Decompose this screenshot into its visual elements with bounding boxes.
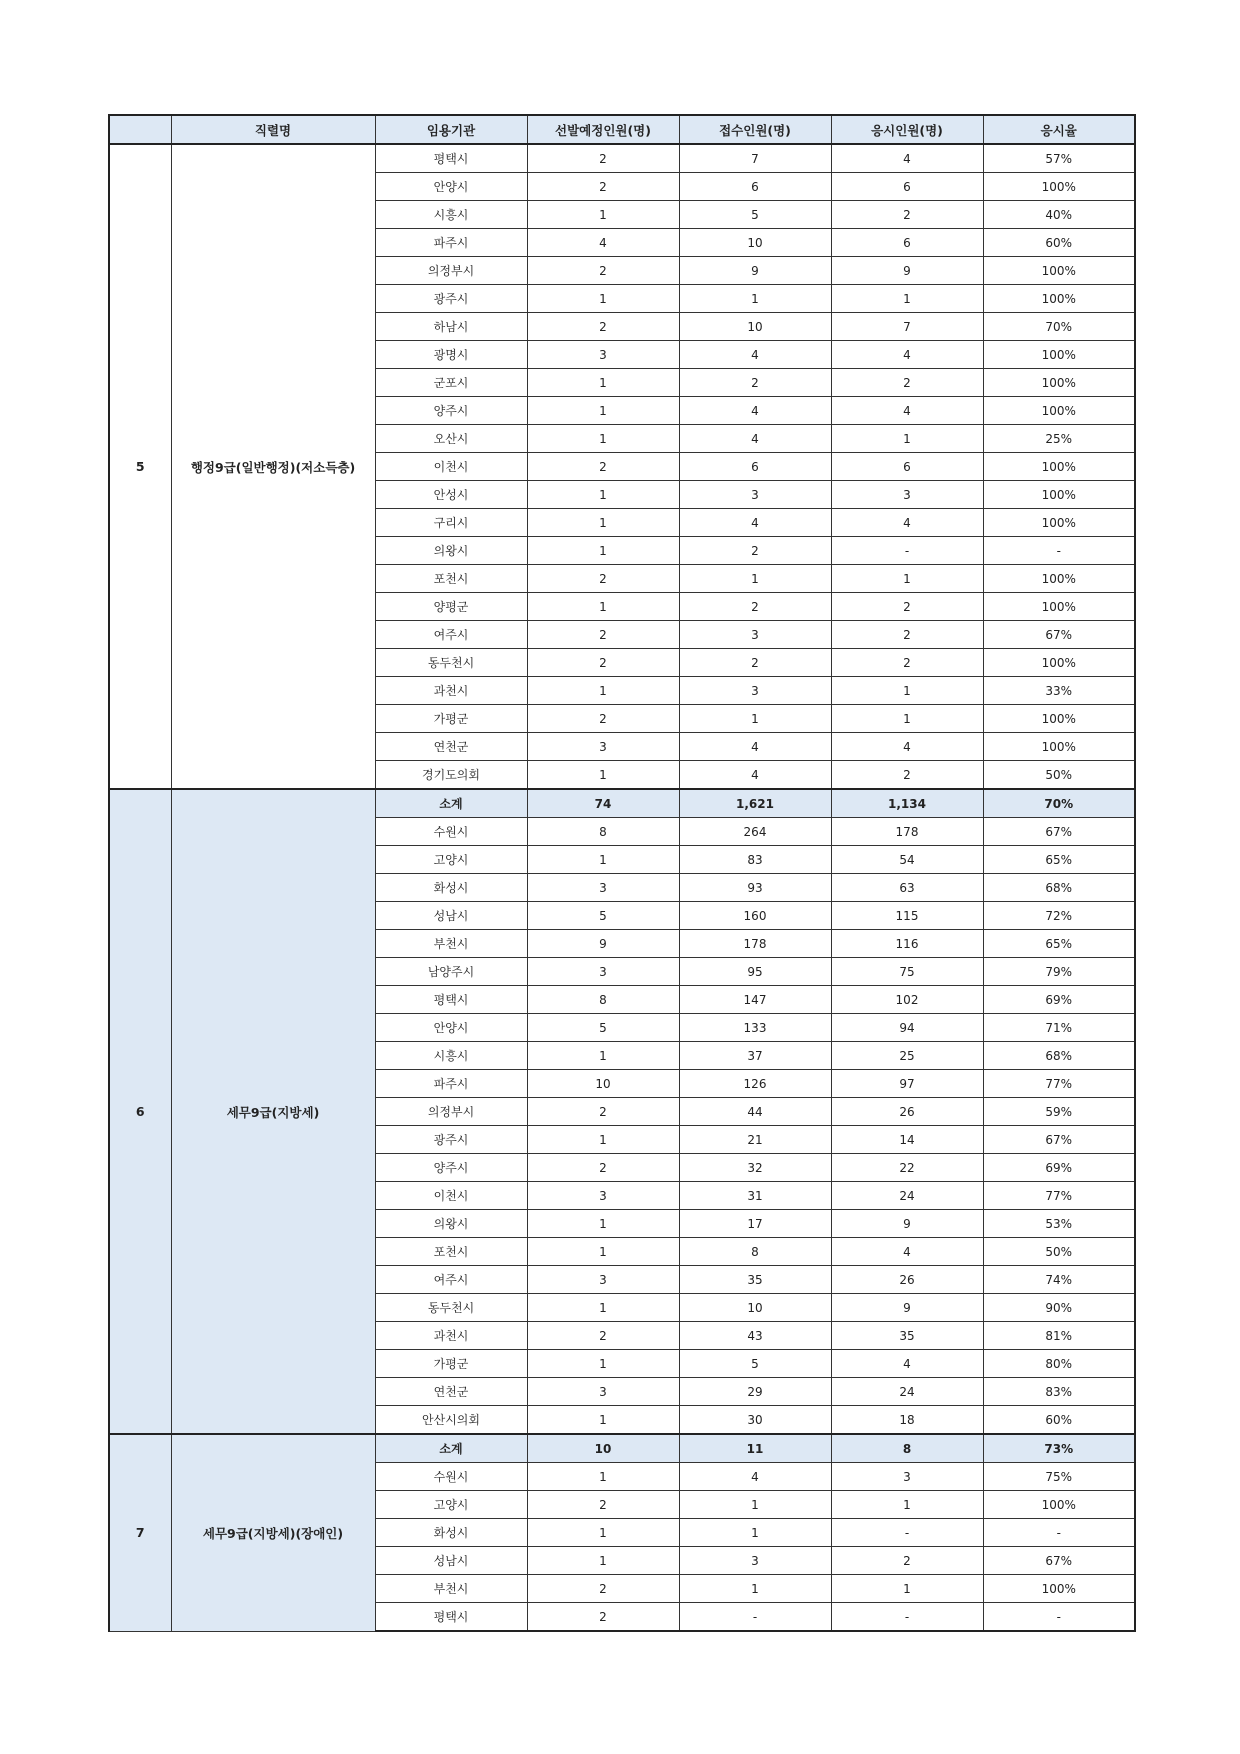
applicants-cell: 83 (679, 846, 831, 874)
applicants-cell: 178 (679, 930, 831, 958)
examinees-cell: 1 (831, 1575, 983, 1603)
applicants-cell: 1 (679, 1491, 831, 1519)
planned-cell: 10 (527, 1434, 679, 1463)
header-planned: 선발예정인원(명) (527, 115, 679, 144)
examinees-cell: - (831, 1603, 983, 1632)
agency-cell: 과천시 (375, 677, 527, 705)
rate-cell: 67% (983, 621, 1135, 649)
applicants-cell: 2 (679, 593, 831, 621)
examinees-cell: 97 (831, 1070, 983, 1098)
examinees-cell: 63 (831, 874, 983, 902)
applicants-cell: 1,621 (679, 789, 831, 818)
agency-cell: 의정부시 (375, 257, 527, 285)
applicants-cell: 2 (679, 537, 831, 565)
rate-cell: 71% (983, 1014, 1135, 1042)
planned-cell: 3 (527, 874, 679, 902)
examinees-cell: 6 (831, 229, 983, 257)
rate-cell: 69% (983, 986, 1135, 1014)
examinees-cell: 6 (831, 453, 983, 481)
planned-cell: 2 (527, 1491, 679, 1519)
examinees-cell: 1 (831, 565, 983, 593)
examinees-cell: 25 (831, 1042, 983, 1070)
agency-cell: 광주시 (375, 1126, 527, 1154)
rate-cell: 73% (983, 1434, 1135, 1463)
applicants-cell: 6 (679, 173, 831, 201)
rate-cell: 59% (983, 1098, 1135, 1126)
applicants-cell: 4 (679, 509, 831, 537)
agency-cell: 화성시 (375, 1519, 527, 1547)
applicants-cell: 44 (679, 1098, 831, 1126)
rate-cell: 83% (983, 1378, 1135, 1406)
group-job-title: 세무9급(지방세)(장애인) (171, 1434, 375, 1631)
applicants-cell: 160 (679, 902, 831, 930)
applicants-cell: 147 (679, 986, 831, 1014)
planned-cell: 1 (527, 1042, 679, 1070)
planned-cell: 3 (527, 958, 679, 986)
applicants-cell: 5 (679, 201, 831, 229)
agency-cell: 부천시 (375, 1575, 527, 1603)
applicants-cell: 5 (679, 1350, 831, 1378)
header-agency: 임용기관 (375, 115, 527, 144)
examinees-cell: 1,134 (831, 789, 983, 818)
rate-cell: 60% (983, 229, 1135, 257)
applicants-cell: 10 (679, 313, 831, 341)
applicants-cell: 1 (679, 1519, 831, 1547)
rate-cell: - (983, 1603, 1135, 1632)
applicants-cell: 1 (679, 565, 831, 593)
examinees-cell: 1 (831, 425, 983, 453)
applicants-cell: 93 (679, 874, 831, 902)
examinees-cell: 94 (831, 1014, 983, 1042)
agency-cell: 과천시 (375, 1322, 527, 1350)
rate-cell: 81% (983, 1322, 1135, 1350)
planned-cell: 1 (527, 593, 679, 621)
agency-cell: 평택시 (375, 986, 527, 1014)
rate-cell: 75% (983, 1463, 1135, 1491)
applicants-cell: 31 (679, 1182, 831, 1210)
planned-cell: 2 (527, 313, 679, 341)
applicants-cell: 1 (679, 1575, 831, 1603)
examinees-cell: 3 (831, 1463, 983, 1491)
agency-cell: 의정부시 (375, 1098, 527, 1126)
planned-cell: 1 (527, 537, 679, 565)
applicants-cell: 10 (679, 229, 831, 257)
planned-cell: 1 (527, 425, 679, 453)
rate-cell: 68% (983, 1042, 1135, 1070)
rate-cell: - (983, 537, 1135, 565)
planned-cell: 1 (527, 1547, 679, 1575)
examinees-cell: 26 (831, 1266, 983, 1294)
planned-cell: 1 (527, 1294, 679, 1322)
rate-cell: 100% (983, 257, 1135, 285)
rate-cell: 100% (983, 509, 1135, 537)
agency-cell: 양평군 (375, 593, 527, 621)
applicants-cell: 37 (679, 1042, 831, 1070)
examinees-cell: 2 (831, 649, 983, 677)
examinees-cell: 9 (831, 257, 983, 285)
planned-cell: 5 (527, 902, 679, 930)
agency-cell: 이천시 (375, 1182, 527, 1210)
planned-cell: 1 (527, 761, 679, 790)
rate-cell: 40% (983, 201, 1135, 229)
group-job-title: 행정9급(일반행정)(저소득층) (171, 144, 375, 789)
applicants-cell: 3 (679, 481, 831, 509)
rate-cell: 80% (983, 1350, 1135, 1378)
agency-cell: 군포시 (375, 369, 527, 397)
rate-cell: 50% (983, 761, 1135, 790)
applicants-cell: 17 (679, 1210, 831, 1238)
rate-cell: 60% (983, 1406, 1135, 1435)
agency-cell: 동두천시 (375, 1294, 527, 1322)
agency-cell: 남양주시 (375, 958, 527, 986)
planned-cell: 2 (527, 1603, 679, 1632)
header-job-title: 직렬명 (171, 115, 375, 144)
applicants-cell: 9 (679, 257, 831, 285)
applicants-cell: 264 (679, 818, 831, 846)
rate-cell: 72% (983, 902, 1135, 930)
applicants-cell: 10 (679, 1294, 831, 1322)
agency-cell: 의왕시 (375, 537, 527, 565)
applicants-cell: 1 (679, 285, 831, 313)
examinees-cell: 26 (831, 1098, 983, 1126)
applicants-cell: 4 (679, 425, 831, 453)
agency-cell: 수원시 (375, 1463, 527, 1491)
planned-cell: 74 (527, 789, 679, 818)
examinees-cell: 75 (831, 958, 983, 986)
examinees-cell: 8 (831, 1434, 983, 1463)
examinees-cell: 1 (831, 705, 983, 733)
planned-cell: 5 (527, 1014, 679, 1042)
applicants-cell: 3 (679, 677, 831, 705)
rate-cell: 100% (983, 481, 1135, 509)
rate-cell: 100% (983, 453, 1135, 481)
planned-cell: 3 (527, 1182, 679, 1210)
rate-cell: 100% (983, 173, 1135, 201)
agency-cell: 소계 (375, 1434, 527, 1463)
applicants-cell: 6 (679, 453, 831, 481)
applicants-cell: 133 (679, 1014, 831, 1042)
examinees-cell: 7 (831, 313, 983, 341)
planned-cell: 3 (527, 341, 679, 369)
planned-cell: 2 (527, 257, 679, 285)
rate-cell: 70% (983, 313, 1135, 341)
rate-cell: 79% (983, 958, 1135, 986)
header-examinees: 응시인원(명) (831, 115, 983, 144)
rate-cell: 67% (983, 1126, 1135, 1154)
agency-cell: 이천시 (375, 453, 527, 481)
rate-cell: 68% (983, 874, 1135, 902)
planned-cell: 1 (527, 369, 679, 397)
applicants-cell: 43 (679, 1322, 831, 1350)
applicants-cell: 2 (679, 369, 831, 397)
examinees-cell: - (831, 537, 983, 565)
table-body (109, 144, 1135, 1631)
planned-cell: 2 (527, 1154, 679, 1182)
planned-cell: 1 (527, 397, 679, 425)
applicants-cell: 32 (679, 1154, 831, 1182)
agency-cell: 안산시의회 (375, 1406, 527, 1435)
rate-cell: 65% (983, 846, 1135, 874)
planned-cell: 2 (527, 1575, 679, 1603)
rate-cell: 100% (983, 369, 1135, 397)
agency-cell: 안양시 (375, 1014, 527, 1042)
examinees-cell: 22 (831, 1154, 983, 1182)
rate-cell: 65% (983, 930, 1135, 958)
examinees-cell: 116 (831, 930, 983, 958)
examinees-cell: 2 (831, 761, 983, 790)
examinees-cell: 4 (831, 1238, 983, 1266)
agency-cell: 고양시 (375, 1491, 527, 1519)
agency-cell: 의왕시 (375, 1210, 527, 1238)
examinees-cell: 2 (831, 593, 983, 621)
agency-cell: 평택시 (375, 144, 527, 173)
applicants-cell: 4 (679, 1463, 831, 1491)
agency-cell: 수원시 (375, 818, 527, 846)
rate-cell: 70% (983, 789, 1135, 818)
agency-cell: 여주시 (375, 621, 527, 649)
applicants-cell: 7 (679, 144, 831, 173)
planned-cell: 1 (527, 846, 679, 874)
agency-cell: 파주시 (375, 1070, 527, 1098)
examinees-cell: 1 (831, 677, 983, 705)
planned-cell: 1 (527, 1126, 679, 1154)
rate-cell: 74% (983, 1266, 1135, 1294)
planned-cell: 3 (527, 1266, 679, 1294)
planned-cell: 2 (527, 649, 679, 677)
planned-cell: 1 (527, 509, 679, 537)
recruitment-table (108, 114, 1136, 1632)
applicants-cell: 95 (679, 958, 831, 986)
rate-cell: 100% (983, 1575, 1135, 1603)
agency-cell: 양주시 (375, 397, 527, 425)
applicants-cell: 35 (679, 1266, 831, 1294)
agency-cell: 구리시 (375, 509, 527, 537)
planned-cell: 8 (527, 986, 679, 1014)
applicants-cell: 4 (679, 733, 831, 761)
planned-cell: 1 (527, 1463, 679, 1491)
rate-cell: 100% (983, 1491, 1135, 1519)
planned-cell: 1 (527, 1350, 679, 1378)
examinees-cell: 4 (831, 397, 983, 425)
group-job-title: 세무9급(지방세) (171, 789, 375, 1434)
planned-cell: 1 (527, 481, 679, 509)
examinees-cell: 115 (831, 902, 983, 930)
applicants-cell: 4 (679, 761, 831, 790)
examinees-cell: 3 (831, 481, 983, 509)
rate-cell: 100% (983, 649, 1135, 677)
examinees-cell: 1 (831, 285, 983, 313)
applicants-cell: 3 (679, 621, 831, 649)
examinees-cell: 9 (831, 1210, 983, 1238)
agency-cell: 파주시 (375, 229, 527, 257)
agency-cell: 가평군 (375, 1350, 527, 1378)
examinees-cell: 24 (831, 1182, 983, 1210)
planned-cell: 1 (527, 285, 679, 313)
examinees-cell: 4 (831, 1350, 983, 1378)
rate-cell: 25% (983, 425, 1135, 453)
agency-cell: 동두천시 (375, 649, 527, 677)
examinees-cell: 2 (831, 621, 983, 649)
examinees-cell: 4 (831, 144, 983, 173)
rate-cell: - (983, 1519, 1135, 1547)
rate-cell: 53% (983, 1210, 1135, 1238)
planned-cell: 2 (527, 1322, 679, 1350)
applicants-cell: 29 (679, 1378, 831, 1406)
applicants-cell: 21 (679, 1126, 831, 1154)
planned-cell: 2 (527, 565, 679, 593)
agency-cell: 부천시 (375, 930, 527, 958)
planned-cell: 3 (527, 733, 679, 761)
planned-cell: 1 (527, 1519, 679, 1547)
examinees-cell: 2 (831, 1547, 983, 1575)
planned-cell: 2 (527, 1098, 679, 1126)
agency-cell: 하남시 (375, 313, 527, 341)
applicants-cell: 1 (679, 705, 831, 733)
rate-cell: 100% (983, 397, 1135, 425)
planned-cell: 2 (527, 173, 679, 201)
rate-cell: 50% (983, 1238, 1135, 1266)
applicants-cell: 2 (679, 649, 831, 677)
agency-cell: 포천시 (375, 1238, 527, 1266)
agency-cell: 광명시 (375, 341, 527, 369)
rate-cell: 67% (983, 1547, 1135, 1575)
agency-cell: 안성시 (375, 481, 527, 509)
agency-cell: 시흥시 (375, 201, 527, 229)
planned-cell: 2 (527, 621, 679, 649)
examinees-cell: 4 (831, 341, 983, 369)
rate-cell: 100% (983, 285, 1135, 313)
examinees-cell: 14 (831, 1126, 983, 1154)
agency-cell: 경기도의회 (375, 761, 527, 790)
applicants-cell: 4 (679, 341, 831, 369)
planned-cell: 2 (527, 144, 679, 173)
examinees-cell: 178 (831, 818, 983, 846)
agency-cell: 소계 (375, 789, 527, 818)
rate-cell: 57% (983, 144, 1135, 173)
examinees-cell: 18 (831, 1406, 983, 1435)
applicants-cell: 11 (679, 1434, 831, 1463)
planned-cell: 10 (527, 1070, 679, 1098)
rate-cell: 33% (983, 677, 1135, 705)
subtotal-row (109, 789, 1135, 818)
applicants-cell: 126 (679, 1070, 831, 1098)
group-number: 7 (109, 1434, 171, 1631)
table-row (109, 144, 1135, 173)
planned-cell: 8 (527, 818, 679, 846)
applicants-cell: 4 (679, 397, 831, 425)
examinees-cell: 6 (831, 173, 983, 201)
applicants-cell: 8 (679, 1238, 831, 1266)
agency-cell: 평택시 (375, 1603, 527, 1632)
agency-cell: 오산시 (375, 425, 527, 453)
planned-cell: 1 (527, 1238, 679, 1266)
planned-cell: 1 (527, 1406, 679, 1435)
planned-cell: 2 (527, 453, 679, 481)
agency-cell: 성남시 (375, 1547, 527, 1575)
header-row (109, 115, 1135, 144)
agency-cell: 화성시 (375, 874, 527, 902)
examinees-cell: 2 (831, 369, 983, 397)
applicants-cell: 3 (679, 1547, 831, 1575)
group-number: 6 (109, 789, 171, 1434)
agency-cell: 성남시 (375, 902, 527, 930)
rate-cell: 67% (983, 818, 1135, 846)
examinees-cell: 4 (831, 733, 983, 761)
examinees-cell: 1 (831, 1491, 983, 1519)
agency-cell: 여주시 (375, 1266, 527, 1294)
examinees-cell: 24 (831, 1378, 983, 1406)
header-rate: 응시율 (983, 115, 1135, 144)
rate-cell: 100% (983, 733, 1135, 761)
agency-cell: 가평군 (375, 705, 527, 733)
rate-cell: 90% (983, 1294, 1135, 1322)
rate-cell: 100% (983, 341, 1135, 369)
header-no (109, 115, 171, 144)
header-applicants: 접수인원(명) (679, 115, 831, 144)
group-number: 5 (109, 144, 171, 789)
rate-cell: 69% (983, 1154, 1135, 1182)
agency-cell: 시흥시 (375, 1042, 527, 1070)
planned-cell: 1 (527, 201, 679, 229)
rate-cell: 100% (983, 593, 1135, 621)
planned-cell: 3 (527, 1378, 679, 1406)
planned-cell: 1 (527, 1210, 679, 1238)
applicants-cell: - (679, 1603, 831, 1632)
applicants-cell: 30 (679, 1406, 831, 1435)
examinees-cell: - (831, 1519, 983, 1547)
agency-cell: 양주시 (375, 1154, 527, 1182)
rate-cell: 100% (983, 565, 1135, 593)
examinees-cell: 4 (831, 509, 983, 537)
rate-cell: 100% (983, 705, 1135, 733)
planned-cell: 1 (527, 677, 679, 705)
agency-cell: 연천군 (375, 1378, 527, 1406)
planned-cell: 4 (527, 229, 679, 257)
examinees-cell: 2 (831, 201, 983, 229)
examinees-cell: 35 (831, 1322, 983, 1350)
agency-cell: 광주시 (375, 285, 527, 313)
planned-cell: 9 (527, 930, 679, 958)
subtotal-row (109, 1434, 1135, 1463)
examinees-cell: 9 (831, 1294, 983, 1322)
examinees-cell: 102 (831, 986, 983, 1014)
examinees-cell: 54 (831, 846, 983, 874)
agency-cell: 포천시 (375, 565, 527, 593)
rate-cell: 77% (983, 1182, 1135, 1210)
planned-cell: 2 (527, 705, 679, 733)
rate-cell: 77% (983, 1070, 1135, 1098)
agency-cell: 연천군 (375, 733, 527, 761)
agency-cell: 고양시 (375, 846, 527, 874)
agency-cell: 안양시 (375, 173, 527, 201)
